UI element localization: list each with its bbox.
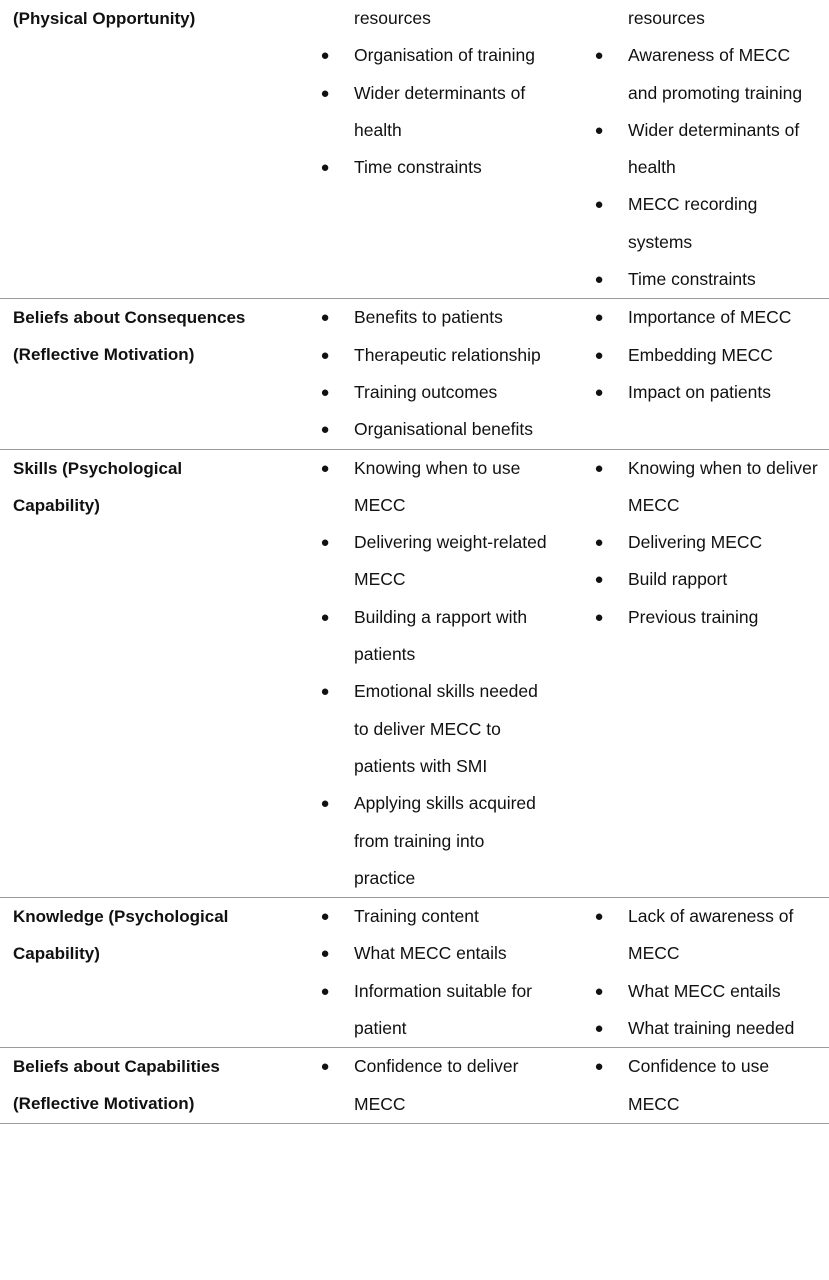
- bullet-icon: ●: [320, 47, 330, 65]
- bullet-icon: ●: [320, 159, 330, 177]
- domain-label-line: Skills (Psychological: [13, 458, 183, 478]
- list-item-text: Build rapport: [628, 569, 728, 590]
- barriers-facilitators-cell-col3: [579, 898, 829, 1048]
- list-item-text: Awareness of MECC and promoting training: [628, 45, 803, 103]
- bullet-icon: ●: [320, 534, 330, 552]
- list-item: [305, 785, 549, 897]
- table-row: [0, 0, 829, 299]
- domain-label-line: Knowledge (Psychological: [13, 907, 229, 927]
- list-item-text: Applying skills acquired from training into practice: [354, 793, 536, 888]
- list-item: [305, 599, 549, 674]
- list-item: [305, 973, 549, 1048]
- list-item-text: Knowing when to use MECC: [354, 457, 521, 515]
- bullet-icon: ●: [594, 534, 604, 552]
- list-item-text: Emotional skills needed to deliver MECC to patients with SMI: [354, 681, 538, 776]
- list-item-text: resources: [354, 8, 431, 28]
- bullet-list: [305, 299, 579, 448]
- list-item: [579, 186, 821, 261]
- list-item-text: Importance of MECC: [628, 307, 792, 328]
- table-row: [0, 1048, 829, 1124]
- list-item: [305, 299, 549, 336]
- domain-label-line: (Physical Opportunity): [13, 9, 196, 28]
- list-item-text: Wider determinants of health: [354, 82, 526, 140]
- list-item: [305, 524, 549, 599]
- barriers-facilitators-cell-col3: [579, 299, 829, 449]
- list-item-text: What MECC entails: [354, 943, 507, 964]
- list-item-text: Training outcomes: [354, 381, 498, 402]
- bullet-list: [579, 0, 829, 298]
- bullet-icon: ●: [594, 571, 604, 589]
- list-item-text: Wider determinants of health: [628, 119, 800, 178]
- bullet-list: [579, 1048, 829, 1123]
- barriers-facilitators-cell-col2: [305, 299, 579, 449]
- bullet-list: [305, 898, 579, 1047]
- bullet-icon: ●: [594, 47, 604, 65]
- bullet-list: [579, 450, 829, 636]
- list-item: [305, 411, 549, 448]
- bullet-list: [305, 0, 579, 186]
- bullet-icon: ●: [594, 608, 604, 626]
- list-item: [579, 374, 821, 411]
- list-item-text: Lack of awareness of MECC: [628, 906, 794, 964]
- list-item-text: Information suitable for patient: [354, 980, 533, 1039]
- list-item-text: Delivering MECC: [628, 532, 763, 553]
- bullet-icon: ●: [594, 346, 604, 364]
- list-item-text: Time constraints: [628, 269, 756, 290]
- domain-cell: [0, 0, 305, 299]
- list-item: [579, 524, 821, 561]
- bullet-icon: ●: [320, 683, 330, 701]
- list-item-text: What MECC entails: [628, 980, 781, 1001]
- list-item-text: Confidence to use MECC: [628, 1056, 770, 1114]
- bullet-icon: ●: [320, 1058, 330, 1076]
- list-item: [305, 935, 549, 972]
- bullet-icon: ●: [320, 84, 330, 102]
- domain-label-line: Capability): [13, 944, 100, 964]
- bullet-icon: ●: [594, 982, 604, 1000]
- domain-label-line: (Reflective Motivation): [13, 345, 195, 365]
- barriers-facilitators-cell-col2: [305, 449, 579, 898]
- bullet-icon: ●: [594, 309, 604, 327]
- list-item-text: Embedding MECC: [628, 344, 773, 365]
- bullet-icon: ●: [320, 908, 330, 926]
- list-item: [305, 374, 549, 411]
- list-item-text: Delivering weight-related MECC: [354, 532, 547, 590]
- list-item: [305, 1048, 549, 1123]
- domain-label-line: Beliefs about Consequences: [13, 308, 246, 328]
- domain-cell: [0, 898, 305, 1048]
- list-item-text: Building a rapport with patients: [354, 606, 528, 665]
- list-item-text: Benefits to patients: [354, 307, 503, 328]
- list-item: [579, 898, 821, 973]
- barriers-facilitators-cell-col3: [579, 1048, 829, 1124]
- list-item: [579, 599, 821, 636]
- bullet-list: [305, 450, 579, 898]
- bullet-icon: ●: [594, 459, 604, 477]
- list-item: [579, 1010, 821, 1047]
- list-item: [305, 898, 549, 935]
- list-item: [579, 0, 821, 37]
- domain-cell: [0, 1048, 305, 1124]
- list-item: [579, 561, 821, 598]
- bullet-icon: ●: [594, 383, 604, 401]
- bullet-icon: ●: [320, 383, 330, 401]
- barriers-facilitators-cell-col2: [305, 1048, 579, 1124]
- domain-label-line: (Reflective Motivation): [13, 1094, 195, 1114]
- domain-label-line: Beliefs about Capabilities: [13, 1057, 220, 1077]
- list-item: [305, 37, 549, 74]
- list-item: [579, 299, 821, 336]
- table-row: [0, 449, 829, 898]
- bullet-icon: ●: [320, 421, 330, 439]
- list-item: [305, 75, 549, 150]
- bullet-icon: ●: [320, 309, 330, 327]
- list-item-text: Organisational benefits: [354, 419, 533, 440]
- bullet-icon: ●: [320, 346, 330, 364]
- list-item-text: Training content: [354, 906, 479, 927]
- bullet-icon: ●: [594, 196, 604, 214]
- barriers-facilitators-cell-col2: [305, 0, 579, 299]
- bullet-icon: ●: [320, 945, 330, 963]
- barriers-facilitators-cell-col2: [305, 898, 579, 1048]
- list-item: [305, 0, 549, 37]
- list-item: [579, 261, 821, 298]
- list-item: [579, 37, 821, 112]
- barriers-facilitators-cell-col3: [579, 449, 829, 898]
- list-item-text: Confidence to deliver MECC: [354, 1056, 519, 1114]
- bullet-icon: ●: [594, 1020, 604, 1038]
- list-item-text: What training needed: [628, 1018, 795, 1039]
- list-item: [579, 973, 821, 1010]
- domain-label-line: Capability): [13, 495, 100, 515]
- list-item-text: MECC recording systems: [628, 194, 758, 252]
- table-row: [0, 898, 829, 1048]
- list-item: [305, 337, 549, 374]
- bullet-list: [579, 898, 829, 1047]
- bullet-icon: ●: [594, 121, 604, 139]
- list-item: [579, 112, 821, 187]
- list-item-text: Time constraints: [354, 157, 482, 178]
- domain-cell: [0, 299, 305, 449]
- table-row: [0, 299, 829, 449]
- bullet-icon: ●: [594, 271, 604, 289]
- list-item-text: resources: [628, 8, 705, 28]
- list-item-text: Impact on patients: [628, 381, 771, 402]
- bullet-icon: ●: [320, 982, 330, 1000]
- list-item: [579, 337, 821, 374]
- list-item: [579, 450, 821, 525]
- bullet-icon: ●: [594, 1058, 604, 1076]
- list-item: [305, 149, 549, 186]
- list-item: [305, 673, 549, 785]
- list-item-text: Therapeutic relationship: [354, 344, 541, 365]
- bullet-icon: ●: [594, 908, 604, 926]
- list-item-text: Knowing when to deliver MECC: [628, 457, 818, 515]
- bullet-icon: ●: [320, 608, 330, 626]
- list-item-text: Organisation of training: [354, 45, 535, 66]
- bullet-list: [305, 1048, 579, 1123]
- bullet-list: [579, 299, 829, 411]
- barriers-facilitators-cell-col3: [579, 0, 829, 299]
- bullet-icon: ●: [320, 795, 330, 813]
- list-item: [305, 450, 549, 525]
- domain-cell: [0, 449, 305, 898]
- list-item-text: Previous training: [628, 606, 759, 627]
- bullet-icon: ●: [320, 459, 330, 477]
- list-item: [579, 1048, 821, 1123]
